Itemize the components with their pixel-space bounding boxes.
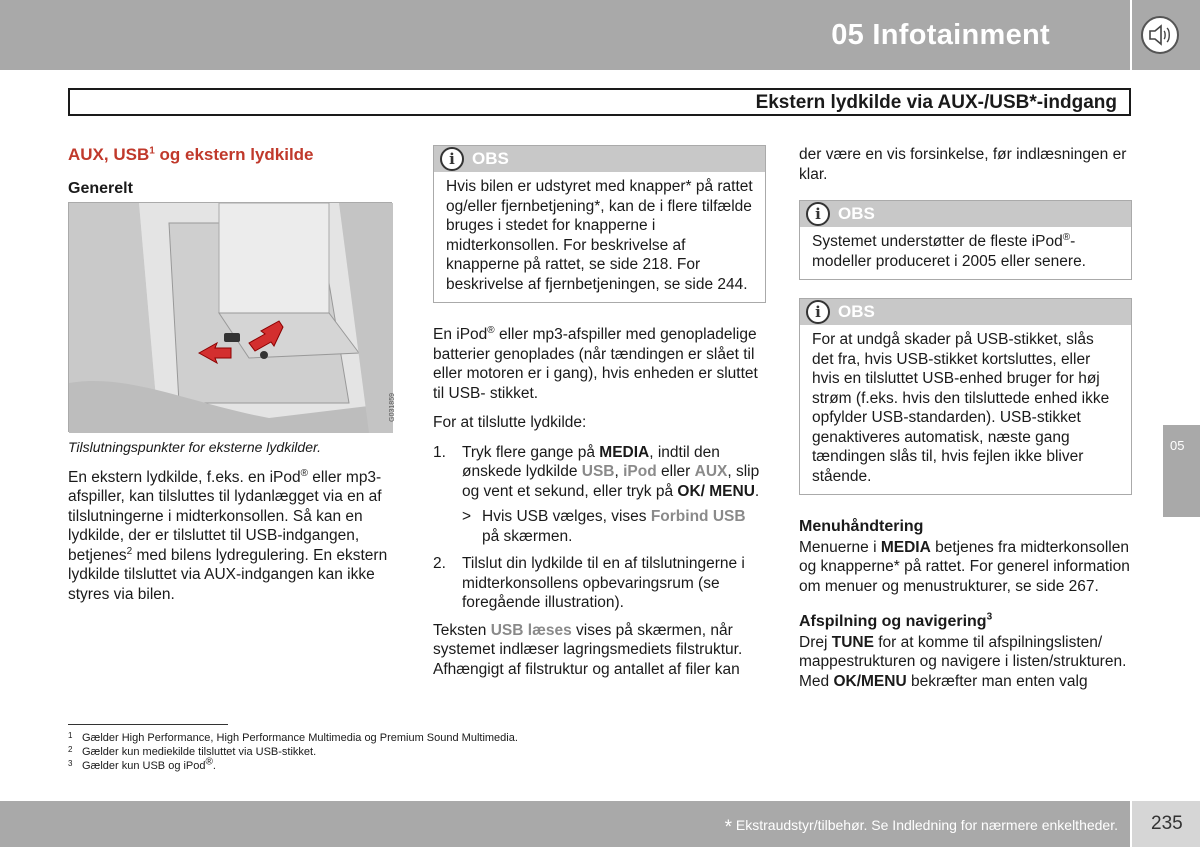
- charging-paragraph: [433, 325, 766, 403]
- header-bar: [0, 0, 1130, 70]
- footnote-text: Gælder kun mediekilde tilsluttet via USB-stikket.: [82, 746, 317, 758]
- connect-steps: [433, 443, 766, 613]
- usb-source-label: USB: [581, 463, 615, 480]
- playback-heading: [799, 612, 1132, 632]
- footnote-number: 2: [68, 745, 73, 754]
- page-number-box: [1132, 801, 1200, 847]
- obs-header: [800, 201, 1131, 227]
- heading-text: AUX, USB: [68, 145, 150, 164]
- accessory-note-text: Ekstraudstyr/tilbehør. Se Indledning for nærmere enkeltheder.: [732, 817, 1118, 833]
- heading-text: Afspilning og navigering: [799, 613, 987, 630]
- footnote-divider: [68, 724, 228, 725]
- text-run: eller mp3-afspiller, kan tilsluttes til lydanlægget via en af tilslutningerne i midterkonsollen. Så kan en lydkilde, der er tilsluttet til USB-indgangen, betjenes: [68, 468, 382, 564]
- registered-mark: ®: [300, 467, 308, 479]
- obs-label: OBS: [838, 204, 875, 223]
- chapter-side-tab: [1163, 425, 1200, 517]
- usb-reading-label: USB læses: [490, 621, 572, 639]
- column-1: [68, 145, 408, 614]
- info-icon: i: [440, 147, 464, 171]
- footnote-text: Gælder High Performance, High Performance Multimedia og Premium Sound Multimedia.: [82, 732, 518, 744]
- text-run: på skærmen.: [482, 527, 573, 545]
- general-paragraph: [68, 468, 408, 605]
- footnote-ref-2: 2: [126, 545, 133, 557]
- text-run: Drej: [799, 633, 832, 651]
- obs-text: Hvis bilen er udstyret med knapper* på rattet og/eller fjernbetjening*, kan de i flere tilfælde bruges i stedet for knapperne i midterkonsollen. For beskrivelse af knapperne på rattet, se side 218. For beskrivelse af fjernbetjeningen, se side 244.: [446, 178, 753, 293]
- connect-intro: For at tilslutte lydkilde:: [433, 414, 587, 431]
- info-icon: i: [806, 300, 830, 324]
- text-run: , slip og vent et sekund, eller tryk på: [462, 463, 760, 500]
- footnote-text-end: .: [212, 760, 216, 772]
- obs-text: For at undgå skader på USB-stikket, slås det fra, hvis USB-stikket kortsluttes, eller hvis en tilsluttet USB-enhed bruger for høj strøm (f.eks. hvis den tilsluttede enhed ikke opfylder USB-standarden). USB-stikket genaktiveres automatisk, næste gang tændingen slås til, hvis fejlen ikke bliver stående.: [812, 331, 1110, 485]
- section-header-box: [68, 88, 1131, 116]
- text-run: Systemet understøtter de fleste iPod: [812, 233, 1063, 250]
- playback-paragraph: [799, 633, 1132, 692]
- heading-text-end: og ekstern lydkilde: [154, 145, 314, 164]
- footnote-3: [68, 756, 668, 773]
- ipod-source-label: iPod: [623, 463, 657, 480]
- figure-caption: Tilslutningspunkter for eksterne lydkilder.: [68, 439, 322, 455]
- footnote-ref-3: 3: [986, 611, 993, 623]
- tune-knob-ref: TUNE: [831, 633, 874, 651]
- page-number: 235: [1151, 813, 1183, 834]
- delay-paragraph: der være en vis forsinkelse, før indlæsningen er klar.: [799, 146, 1127, 183]
- text-run: betjenes fra midterkonsollen og knapperne* på rattet. For generel information om menuer og menustrukturer, se side 267.: [799, 538, 1130, 595]
- step-number: 2.: [433, 555, 446, 572]
- text-run: -modeller produceret i 2005 eller senere.: [812, 233, 1086, 270]
- accessory-star: *: [724, 817, 733, 838]
- footnote-number: 1: [68, 731, 73, 740]
- text-run: Tryk flere gange på: [462, 443, 600, 461]
- console-illustration: [68, 202, 396, 432]
- result-arrow: >: [462, 508, 472, 525]
- figure-code: G031859: [389, 393, 396, 422]
- footnote-1: [68, 731, 668, 745]
- obs-box-usb-protection: [799, 298, 1132, 495]
- obs-box-buttons: [433, 145, 766, 303]
- aux-usb-heading: [68, 145, 408, 165]
- registered-mark: ®: [205, 756, 213, 768]
- media-button-ref: MEDIA: [880, 538, 931, 556]
- text-run: eller: [656, 463, 695, 480]
- registered-mark: ®: [1062, 231, 1071, 243]
- text-run: ,: [614, 463, 624, 480]
- chapter-title: 05 Infotainment: [831, 19, 1050, 51]
- text-run: eller mp3-afspiller med genopladelige batterier genoplades (når tændingen er slået til eller motoren er i gang), hvis enheden er sluttet til USB- stikket.: [433, 326, 758, 402]
- section-title: Ekstern lydkilde via AUX-/USB*-indgang: [755, 92, 1117, 113]
- chapter-tab-label: 05: [1170, 438, 1185, 453]
- obs-box-ipod: [799, 200, 1132, 280]
- general-subheading: Generelt: [68, 179, 133, 197]
- ok-menu-button-ref: OK/MENU: [833, 672, 907, 690]
- step-1: [433, 443, 766, 547]
- step-number: 1.: [433, 443, 446, 461]
- connect-usb-label: Forbind USB: [650, 508, 746, 525]
- footnote-2: [68, 745, 668, 759]
- speaker-icon: [1141, 16, 1179, 54]
- footnote-text: Gælder kun USB og iPod: [82, 760, 206, 772]
- text-run: En iPod: [433, 326, 488, 343]
- text-run: Hvis USB vælges, vises: [482, 508, 651, 525]
- ok-menu-button-ref: OK/ MENU: [677, 482, 755, 500]
- footer-bar: [0, 801, 1130, 847]
- registered-mark: ®: [487, 324, 495, 336]
- footnote-number: 3: [68, 759, 73, 768]
- media-button-ref: MEDIA: [599, 443, 650, 461]
- obs-label: OBS: [472, 149, 509, 168]
- text-run: Menuerne i: [799, 538, 881, 556]
- text-run: vises på skærmen, når systemet indlæser lagringsmediets filstruktur. Afhængigt af filstruktur og antallet af filer kan: [433, 621, 743, 678]
- reading-paragraph: [433, 621, 766, 680]
- step-1-result: [462, 507, 766, 546]
- text-run: Teksten: [433, 621, 491, 639]
- obs-label: OBS: [838, 302, 875, 321]
- column-2: [433, 145, 766, 689]
- aux-source-label: AUX: [694, 463, 728, 480]
- column-3: [799, 145, 1132, 701]
- obs-header: [800, 299, 1131, 325]
- text-run: .: [754, 482, 760, 500]
- text-run: bekræfter man enten valg: [906, 672, 1088, 690]
- accessory-note: [725, 817, 1118, 839]
- text-run: , indtil den ønskede lydkilde: [462, 443, 720, 480]
- info-icon: i: [806, 202, 830, 226]
- obs-text: [800, 227, 1131, 279]
- text-run: Tilslut din lydkilde til en af tilslutningerne i midterkonsollens opbevaringsrum (se foregående illustration).: [462, 555, 745, 611]
- text-run: for at komme til afspilningslisten/ mappestrukturen og navigere i listen/strukturen. Med: [799, 633, 1127, 690]
- obs-header: [434, 146, 765, 172]
- footnotes: [68, 724, 668, 773]
- text-run: En ekstern lydkilde, f.eks. en iPod: [68, 468, 301, 486]
- text-run: med bilens lydregulering. En ekstern lydkilde tilsluttet via AUX-indgangen kan ikke styres via bilen.: [68, 546, 388, 603]
- step-2: [433, 554, 766, 613]
- menu-paragraph: [799, 538, 1132, 597]
- menu-handling-heading: Menuhåndtering: [799, 518, 924, 535]
- footnote-ref-1: 1: [149, 145, 155, 157]
